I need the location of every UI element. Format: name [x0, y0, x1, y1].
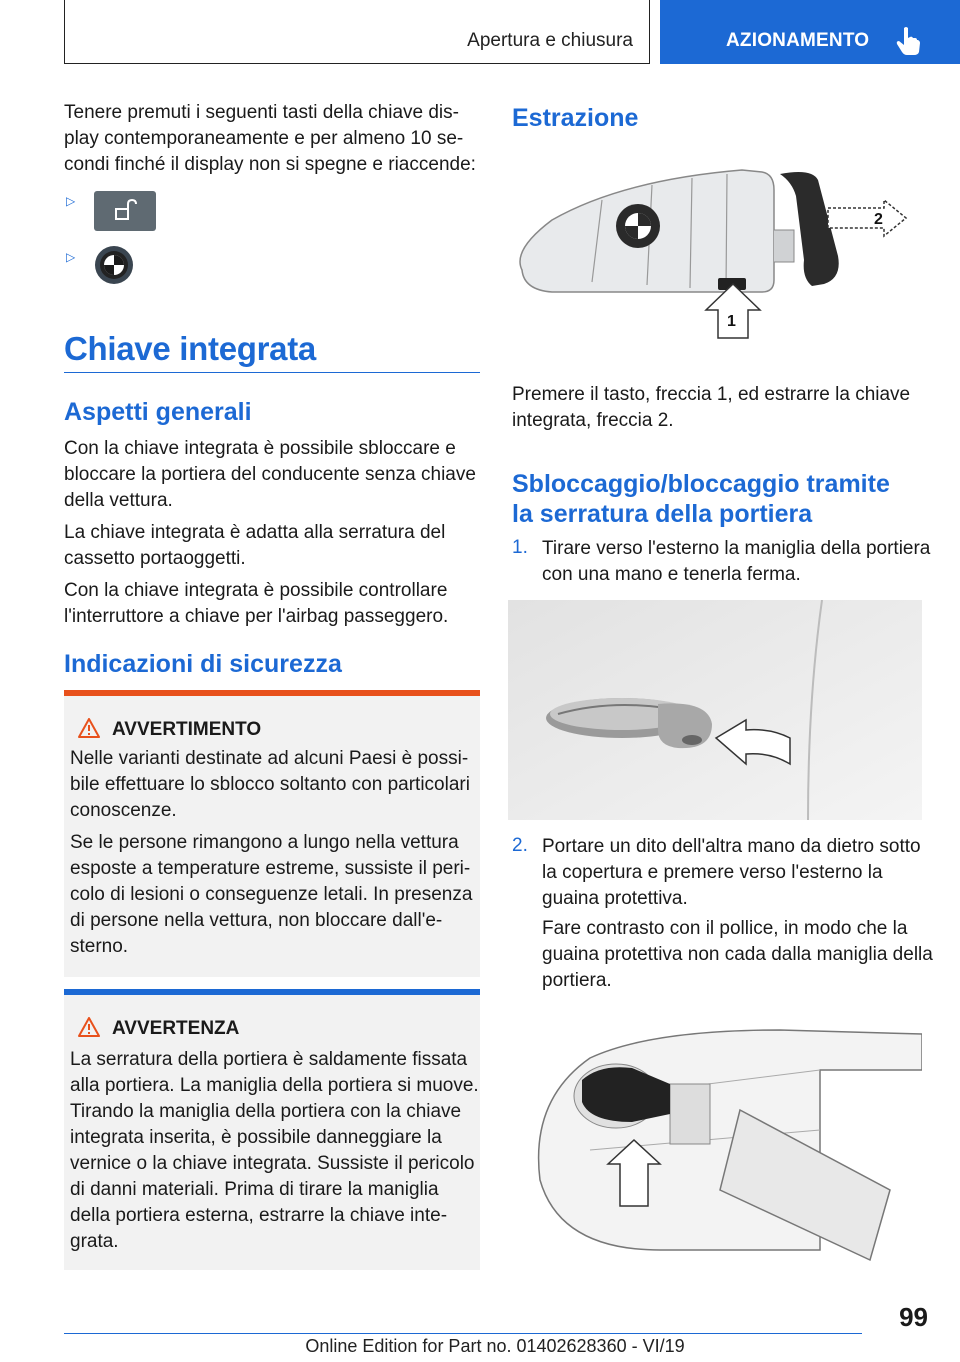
general-line-1: Con la chiave integrata è possibile sbloccare e — [64, 438, 456, 459]
warning-text-line: bile effettuare lo sblocco soltanto con particolari — [70, 774, 470, 795]
door-handle-photo — [508, 600, 922, 820]
warning-text-line: Se le persone rimangono a lungo nella vettura — [70, 832, 459, 853]
step2-line-3: guaina protettiva. — [542, 888, 688, 909]
warning-text-line: esposte a temperature estreme, sussiste il peri- — [70, 858, 471, 879]
warning-box — [64, 690, 480, 977]
step2-extra-line-2: guaina protettiva non cada dalla maniglia della — [542, 944, 933, 965]
caution-title: AVVERTENZA — [112, 1018, 240, 1039]
bmw-logo-key-icon — [94, 245, 134, 285]
step1-line-1: Tirare verso l'esterno la maniglia della portiera — [542, 538, 931, 559]
heading-extraction: Estrazione — [512, 104, 639, 132]
caution-text-line: La serratura della portiera è saldamente fissata — [70, 1049, 468, 1070]
airbag-line-1: Con la chiave integrata è possibile controllare — [64, 580, 448, 601]
step2-extra-line-3: portiera. — [542, 970, 612, 991]
heading-unlock-line-2: la serratura della portiera — [512, 500, 813, 528]
extraction-line-2: integrata, freccia 2. — [512, 410, 674, 431]
header-chapter-title: AZIONAMENTO — [726, 30, 870, 51]
heading-general: Aspetti generali — [64, 398, 252, 426]
step-number: 1. — [512, 537, 528, 558]
intro-line-2: play contemporaneamente e per almeno 10 se- — [64, 128, 464, 149]
warning-triangle-icon — [78, 1017, 100, 1037]
caution-text-line: di danni materiali. Prima di tirare la maniglia — [70, 1179, 439, 1200]
heading-integrated-key: Chiave integrata — [64, 330, 316, 367]
header-section-box — [64, 0, 650, 64]
caution-bar — [64, 989, 480, 995]
glovebox-line-1: La chiave integrata è adatta alla serratura del — [64, 522, 446, 543]
warning-text-line: sterno. — [70, 936, 129, 957]
warning-text-line: Nelle varianti destinate ad alcuni Paesi è possi- — [70, 748, 469, 769]
glovebox-line-2: cassetto portaoggetti. — [64, 548, 246, 569]
warning-text-line: di persone nella vettura, non bloccare dall'e- — [70, 910, 443, 931]
header-section-title: Apertura e chiusura — [467, 30, 633, 51]
step-number: 2. — [512, 835, 528, 856]
caution-text-line: alla portiera. La maniglia della portiera si muove. — [70, 1075, 479, 1096]
caution-text-line: vernice o la chiave integrata. Sussiste il pericolo — [70, 1153, 475, 1174]
footer-edition: Online Edition for Part no. 01402628360 - VI/19 — [305, 1336, 685, 1356]
warning-bar — [64, 690, 480, 696]
warning-triangle-icon — [78, 718, 100, 738]
bullet-marker: ▷ — [66, 194, 76, 208]
heading-safety: Indicazioni di sicurezza — [64, 650, 342, 678]
caution-text-line: Tirando la maniglia della portiera con la chiave — [70, 1101, 462, 1122]
step2-extra-line-1: Fare contrasto con il pollice, in modo che la — [542, 918, 908, 939]
header-chapter-tab[interactable] — [660, 0, 960, 64]
intro-line-3: condi finché il display non si spegne e riaccende: — [64, 154, 476, 175]
heading-unlock-line-1: Sbloccaggio/bloccaggio tramite — [512, 470, 890, 498]
figure-label-1: 1 — [727, 313, 736, 330]
caution-text-line: integrata inserita, è possibile danneggiare la — [70, 1127, 442, 1148]
heading-rule — [64, 372, 480, 373]
warning-title: AVVERTIMENTO — [112, 719, 262, 740]
bullet-marker: ▷ — [66, 250, 76, 264]
hand-pointer-icon — [896, 26, 920, 56]
general-line-2: bloccare la portiera del conducente senza chiave — [64, 464, 476, 485]
step1-line-2: con una mano e tenerla ferma. — [542, 564, 801, 585]
figure-label-2: 2 — [874, 211, 883, 228]
caution-text-line: della portiera esterna, estrarre la chiave inte- — [70, 1205, 448, 1226]
warning-text-line: conoscenze. — [70, 800, 177, 821]
footer-rule — [64, 1333, 862, 1334]
step2-line-2: la copertura e premere verso l'esterno la — [542, 862, 883, 883]
unlock-key-icon — [94, 191, 156, 231]
intro-line-1: Tenere premuti i seguenti tasti della chiave dis- — [64, 102, 459, 123]
caution-text-line: grata. — [70, 1231, 119, 1252]
extraction-line-1: Premere il tasto, freccia 1, ed estrarre la chiave — [512, 384, 911, 405]
key-extraction-illustration — [512, 160, 922, 350]
general-line-3: della vettura. — [64, 490, 173, 511]
protective-sleeve-illustration — [520, 1010, 922, 1272]
warning-text-line: colo di lesioni o conseguenze letali. In presenza — [70, 884, 473, 905]
page-number: 99 — [899, 1302, 928, 1332]
step2-line-1: Portare un dito dell'altra mano da dietro sotto — [542, 836, 921, 857]
airbag-line-2: l'interruttore a chiave per l'airbag passeggero. — [64, 606, 449, 627]
caution-box — [64, 989, 480, 1270]
